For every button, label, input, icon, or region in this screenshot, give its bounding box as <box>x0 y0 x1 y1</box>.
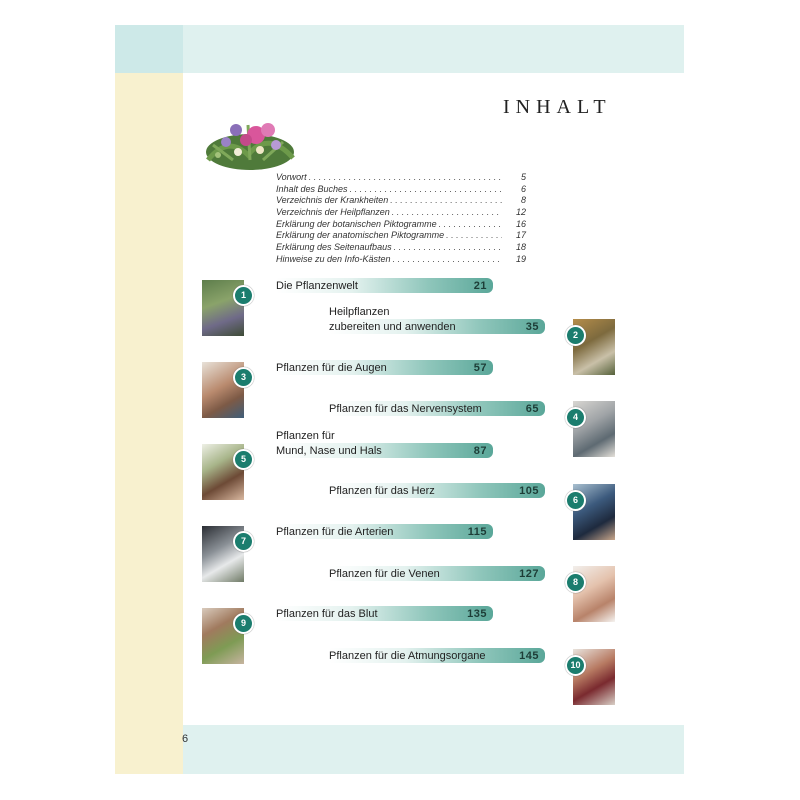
chapter-page-number: 135 <box>467 608 487 620</box>
chapter-entry-9[interactable] <box>276 606 493 621</box>
chapter-number-badge: 8 <box>565 572 586 593</box>
chapter-number-badge: 9 <box>233 613 254 634</box>
toc-row[interactable]: Erklärung der anatomischen Piktogramme . . . 17 <box>276 230 526 242</box>
toc-row[interactable]: Inhalt des Buches . . . 6 <box>276 184 526 196</box>
chapter-number-badge: 4 <box>565 407 586 428</box>
chapter-page-number: 127 <box>519 568 539 580</box>
chapter-entry-3[interactable] <box>276 360 493 375</box>
chapter-bar: Pflanzen für das Nervensystem 65 <box>329 401 545 416</box>
chapter-page-number: 21 <box>473 280 487 292</box>
page-title: INHALT <box>503 96 612 118</box>
spine-top-block <box>115 25 183 73</box>
bottom-band <box>183 725 684 774</box>
toc-row[interactable]: Erklärung des Seitenaufbaus . . . 18 <box>276 242 526 254</box>
chapter-entry-8[interactable] <box>329 566 545 581</box>
toc-row[interactable]: Verzeichnis der Krankheiten . . . 8 <box>276 195 526 207</box>
toc-row[interactable]: Verzeichnis der Heilpflanzen . . . 12 <box>276 207 526 219</box>
chapter-bar: Pflanzen für die Augen 57 <box>276 360 493 375</box>
toc-row[interactable]: Erklärung der botanischen Piktogramme . . . 16 <box>276 219 526 231</box>
chapter-bar: zubereiten und anwenden 35 <box>329 319 545 334</box>
chapter-bar: Pflanzen für die Venen 127 <box>329 566 545 581</box>
chapter-entry-1[interactable] <box>276 278 493 293</box>
top-band <box>183 25 684 73</box>
chapter-bar: Pflanzen für die Atmungsorgane 145 <box>329 648 545 663</box>
flower-bouquet-image <box>198 100 298 180</box>
chapter-page-number: 115 <box>467 526 487 538</box>
chapter-page-number: 35 <box>525 321 539 333</box>
toc-row[interactable]: Hinweise zu den Info-Kästen . . . 19 <box>276 254 526 266</box>
chapter-number-badge: 2 <box>565 325 586 346</box>
chapter-bar: Pflanzen für das Herz 105 <box>329 483 545 498</box>
chapter-number-badge: 10 <box>565 655 586 676</box>
chapter-number-badge: 3 <box>233 367 254 388</box>
chapter-number-badge: 7 <box>233 531 254 552</box>
chapter-entry-5[interactable]: Pflanzen für Mund, Nase und Hals 87 <box>276 430 493 458</box>
page-spine <box>115 25 183 774</box>
front-matter-list <box>276 172 526 266</box>
page-number: 6 <box>182 733 189 745</box>
chapter-page-number: 87 <box>473 445 487 457</box>
chapter-number-badge: 6 <box>565 490 586 511</box>
chapter-page-number: 105 <box>519 485 539 497</box>
chapter-bar: Pflanzen für das Blut 135 <box>276 606 493 621</box>
chapter-entry-10[interactable] <box>329 648 545 663</box>
chapter-bar: Die Pflanzenwelt 21 <box>276 278 493 293</box>
toc-row[interactable]: Vorwort . . . 5 <box>276 172 526 184</box>
chapter-entry-6[interactable] <box>329 483 545 498</box>
chapter-page-number: 65 <box>525 403 539 415</box>
chapter-bar: Pflanzen für die Arterien 115 <box>276 524 493 539</box>
chapter-bar: Mund, Nase und Hals 87 <box>276 443 493 458</box>
chapter-page-number: 57 <box>473 362 487 374</box>
chapter-page-number: 145 <box>519 650 539 662</box>
chapter-number-badge: 5 <box>233 449 254 470</box>
chapter-entry-7[interactable] <box>276 524 493 539</box>
chapter-entry-2[interactable]: Heilpflanzen zubereiten und anwenden 35 <box>329 306 545 334</box>
chapter-number-badge: 1 <box>233 285 254 306</box>
chapter-entry-4[interactable] <box>329 401 545 416</box>
